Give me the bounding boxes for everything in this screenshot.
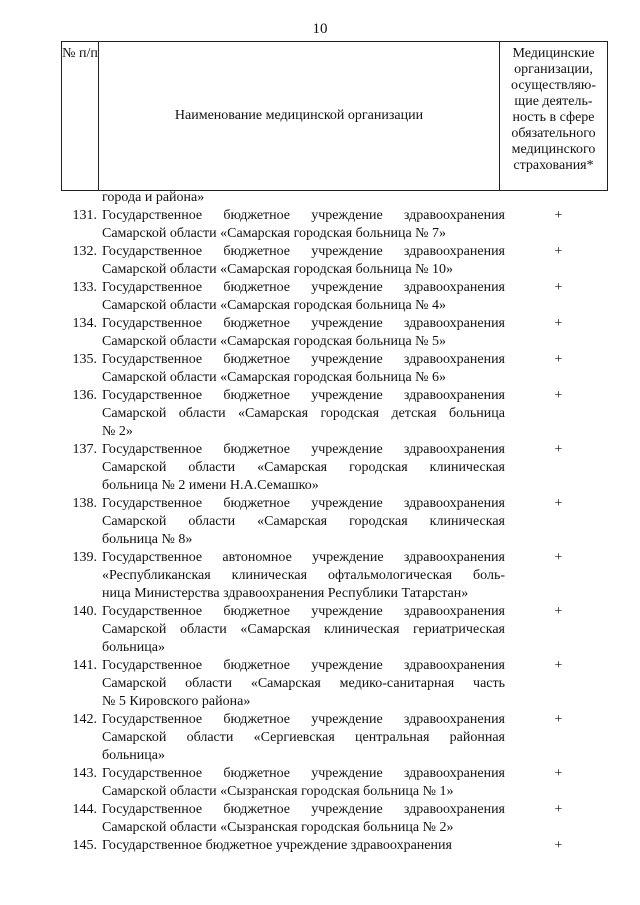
oms-mark: + [554,352,563,367]
header-col-oms: Медицинские организации, осуществляю-щие деятель-ность в сфере обязательного медицинского страхования* [500,42,608,191]
continuation-row [61,189,608,207]
organization-name-line: Самарской области «Самарская городская больница № 6» [102,370,447,385]
organization-name-line: Самарской области «Самарская городская больница № 10» [102,262,454,277]
organization-name [102,351,505,387]
oms-mark: + [554,658,563,673]
organization-name-line: Самарской области «Самарская городская клиническая [102,460,505,475]
table-row [61,279,608,315]
organization-name [102,549,505,603]
organization-name-line: Государственное бюджетное учреждение здравоохранения [102,388,505,403]
continuation-text: города и района» [102,190,205,205]
header-col-name: Наименование медицинской организации [99,42,500,191]
organization-name-line: Государственное бюджетное учреждение здравоохранения [102,712,505,727]
organization-name-line: Самарской области «Самарская медико-санитарная часть [102,676,505,691]
organization-name-line: Самарской области «Сызранская городская больница № 1» [102,784,454,799]
organization-name-line: Государственное бюджетное учреждение здравоохранения [102,244,505,259]
oms-mark: + [554,316,563,331]
organization-name [102,657,505,711]
organization-name-line: № 5 Кировского района» [102,694,251,709]
organization-name-line: больница № 8» [102,532,193,547]
entry-number: 133. [72,280,97,295]
organization-name-line: Самарской области «Самарская городская больница № 4» [102,298,447,313]
organization-name-line: Государственное бюджетное учреждение здравоохранения [102,208,505,223]
organization-name-line: больница № 2 имени Н.А.Семашко» [102,478,319,493]
organization-name-line: ница Министерства здравоохранения Республики Татарстан» [102,586,469,601]
oms-mark: + [554,550,563,565]
organization-name [102,387,505,441]
entry-number: 134. [72,316,97,331]
organization-name [102,243,505,279]
organization-name-line: № 2» [102,424,133,439]
table-row [61,495,608,549]
entry-number: 142. [72,712,97,727]
organization-name-line: Государственное бюджетное учреждение здравоохранения [102,766,505,781]
table-row [61,801,608,837]
table-row [61,549,608,603]
oms-mark: + [554,766,563,781]
organization-name-line: Государственное бюджетное учреждение здравоохранения [102,442,505,457]
entry-number: 143. [72,766,97,781]
oms-mark: + [554,496,563,511]
organization-name-line: Самарской области «Самарская городская клиническая [102,514,505,529]
table-body [61,189,608,855]
table-row [61,441,608,495]
organization-name-line: Государственное автономное учреждение здравоохранения [102,550,505,565]
organization-name [102,207,505,243]
entry-number: 131. [72,208,97,223]
entry-number: 140. [72,604,97,619]
table-row [61,387,608,441]
table-row [61,837,608,855]
entry-number: 141. [72,658,97,673]
table-row [61,603,608,657]
organization-name [102,765,505,801]
organization-name [102,495,505,549]
table-row [61,207,608,243]
table-header [61,41,608,191]
oms-mark: + [554,280,563,295]
page-number: 10 [312,21,328,37]
organization-name-line: Государственное бюджетное учреждение здравоохранения [102,658,505,673]
oms-mark: + [554,388,563,403]
table-row [61,351,608,387]
organization-name-line: Самарской области «Самарская городская больница № 7» [102,226,447,241]
organization-name-line: Самарской области «Самарская городская больница № 5» [102,334,447,349]
organization-name-line: больница» [102,748,165,763]
organization-name-line: Государственное бюджетное учреждение здравоохранения [102,802,505,817]
oms-mark: + [554,442,563,457]
entry-number: 144. [72,802,97,817]
organization-name-line: больница» [102,640,165,655]
oms-mark: + [554,838,563,853]
entry-number: 138. [72,496,97,511]
oms-mark: + [554,244,563,259]
organization-name-line: Государственное бюджетное учреждение здравоохранения [102,280,505,295]
organization-name [102,315,505,351]
organization-name [102,441,505,495]
organization-name-line: Государственное бюджетное учреждение здравоохранения [102,604,505,619]
table-row [61,315,608,351]
oms-mark: + [554,208,563,223]
entry-number: 132. [72,244,97,259]
organization-name-line: Государственное бюджетное учреждение здравоохранения [102,316,505,331]
oms-mark: + [554,802,563,817]
organization-name-line: Государственное бюджетное учреждение здравоохранения [102,838,452,853]
organization-name [102,279,505,315]
table-row [61,243,608,279]
organization-name [102,837,505,855]
entry-number: 135. [72,352,97,367]
organization-name-line: Государственное бюджетное учреждение здравоохранения [102,496,505,511]
oms-mark: + [554,604,563,619]
entry-number: 145. [72,838,97,853]
organization-name [102,711,505,765]
entry-number: 136. [72,388,97,403]
entry-number: 137. [72,442,97,457]
table-row [61,657,608,711]
organization-name-line: Самарской области «Сергиевская центральная районная [102,730,505,745]
organization-name [102,603,505,657]
organization-name-line: Самарской области «Самарская клиническая гериатрическая [102,622,505,637]
organization-name-line: Самарской области «Сызранская городская больница № 2» [102,820,454,835]
oms-mark: + [554,712,563,727]
organization-name-line: Государственное бюджетное учреждение здравоохранения [102,352,505,367]
organization-name [102,801,505,837]
entry-number: 139. [72,550,97,565]
table-row [61,711,608,765]
organization-name-line: Самарской области «Самарская городская детская больница [102,406,505,421]
table-row [61,765,608,801]
organization-name-line: «Республиканская клиническая офтальмологическая боль- [102,568,505,583]
header-col-number: № п/п [62,42,99,191]
